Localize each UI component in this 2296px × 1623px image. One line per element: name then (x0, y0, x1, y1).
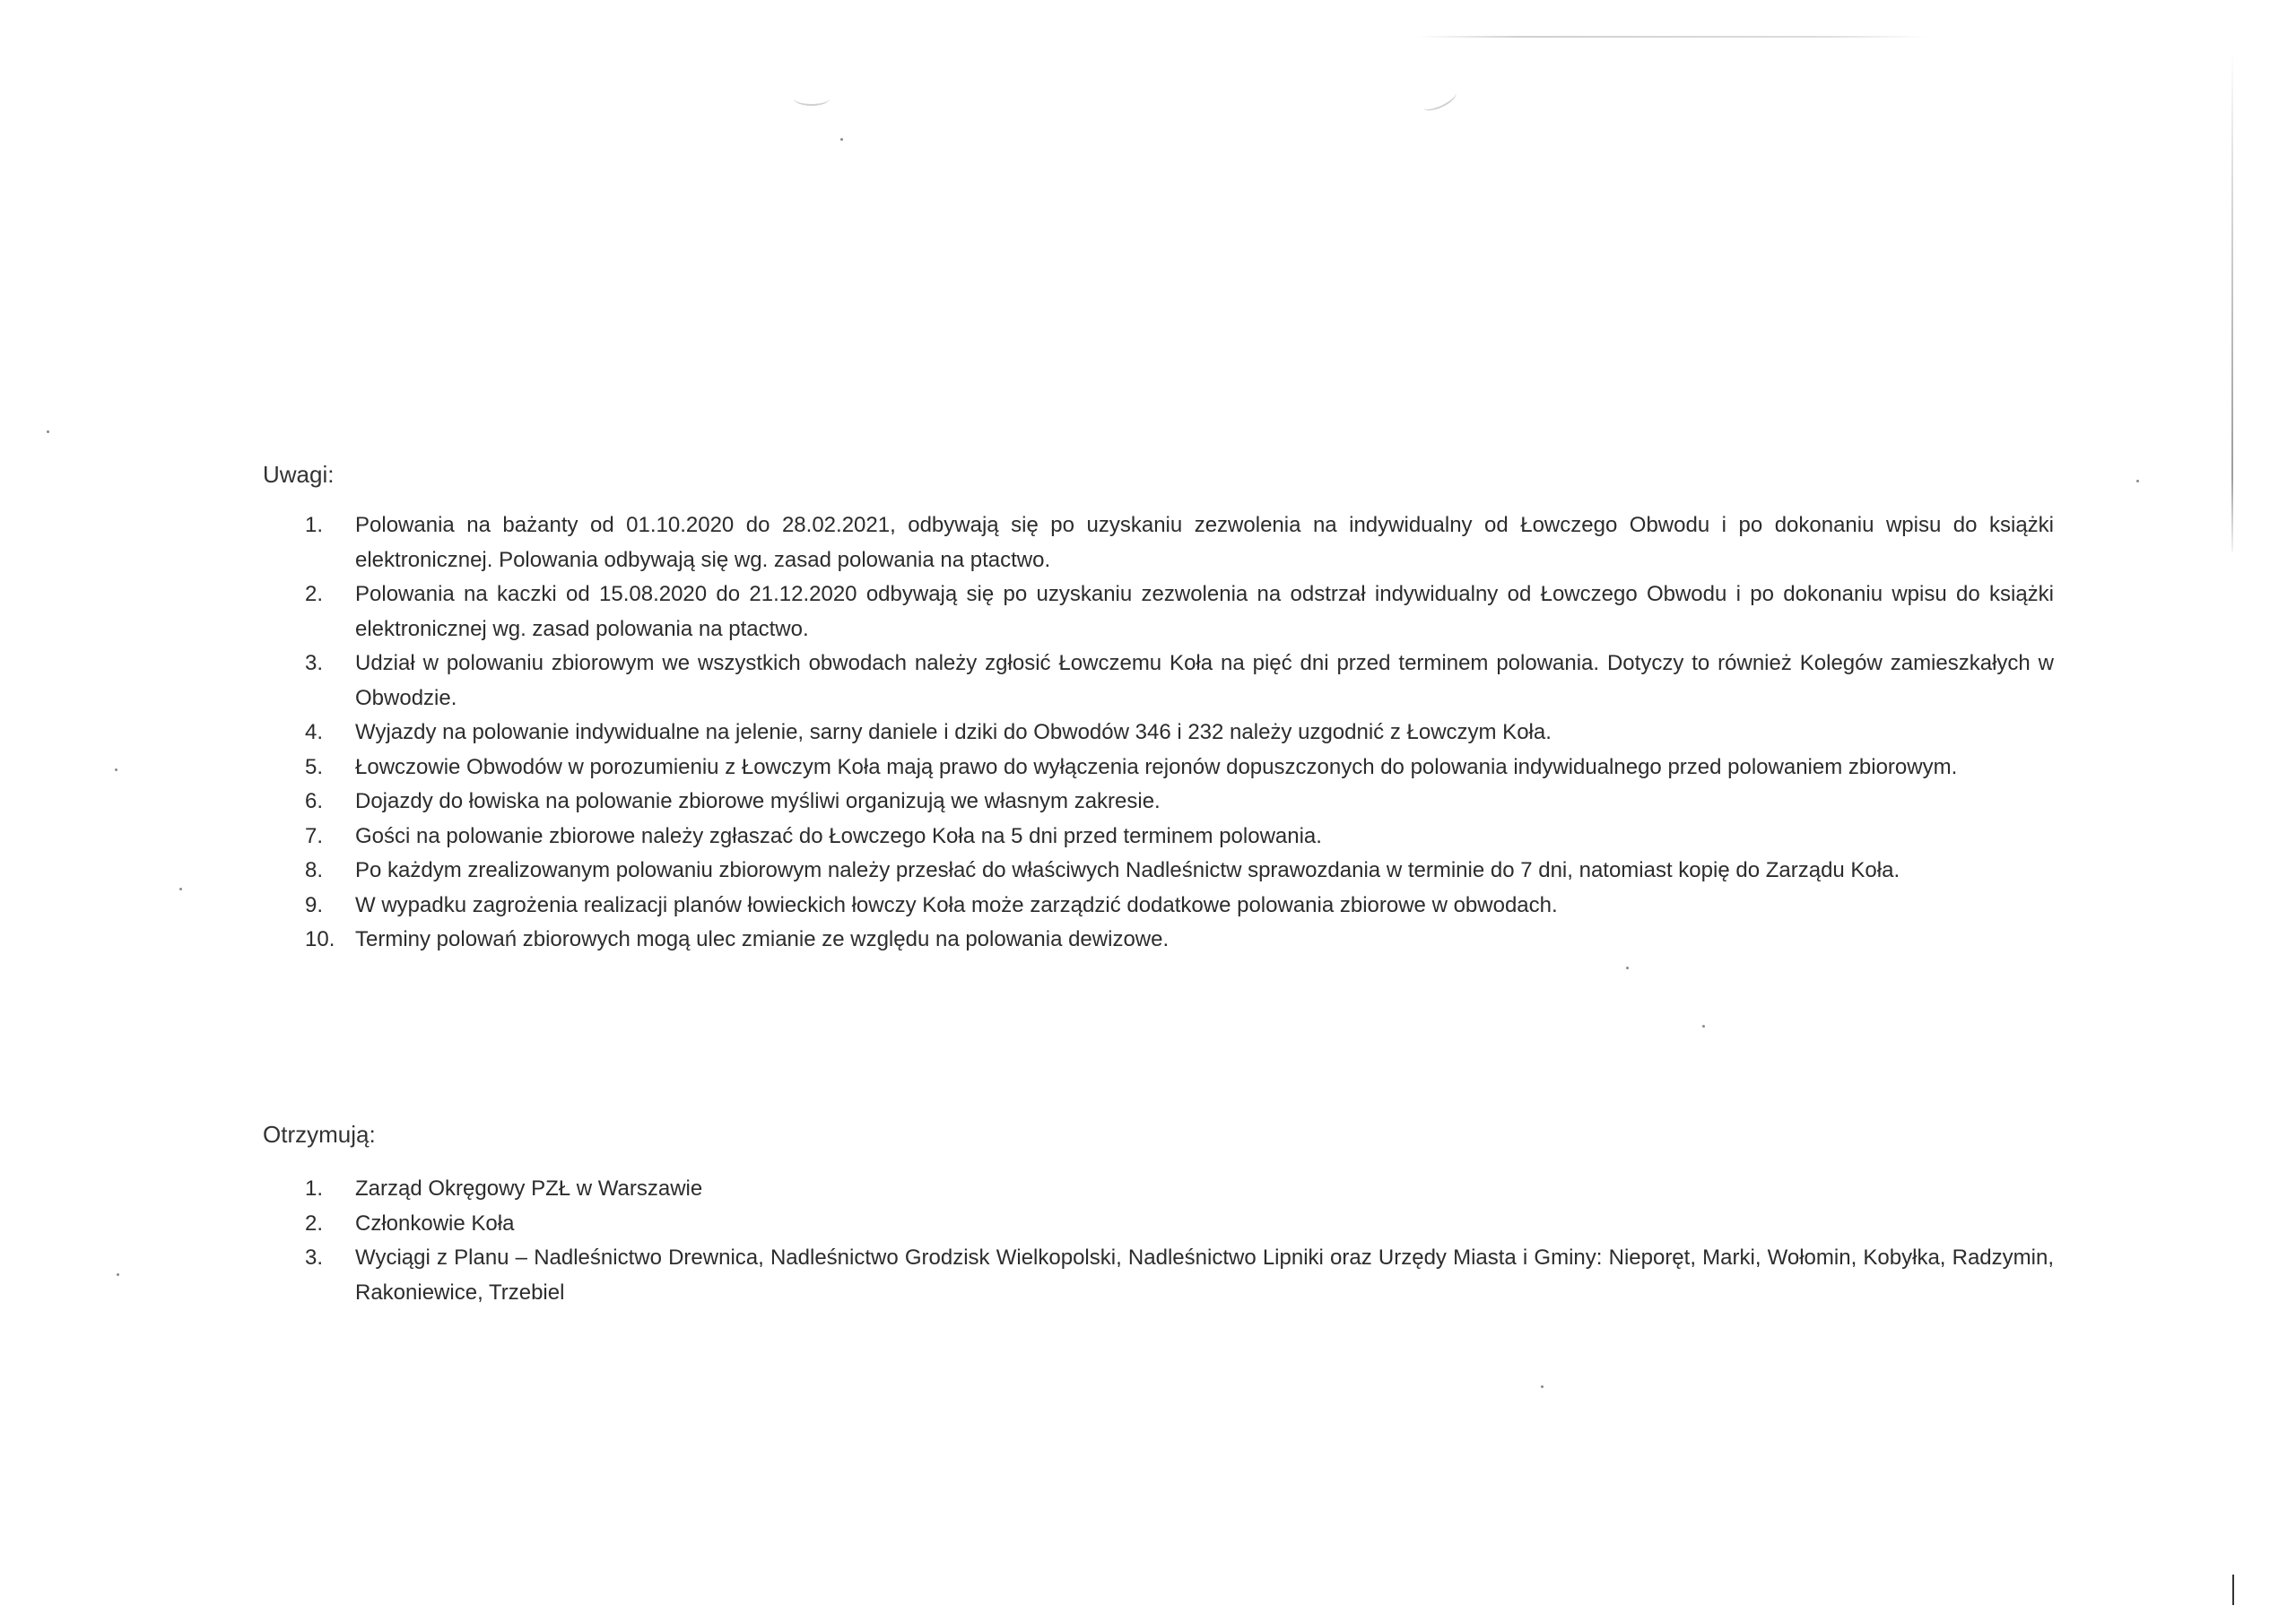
scan-speck (2136, 480, 2139, 482)
list-item-text: Wyjazdy na polowanie indywidualne na jelenie, sarny daniele i dziki do Obwodów 346 i 232 należy uzgodnić z Łowczym Koła. (355, 720, 1552, 744)
notes-list-item (305, 820, 2054, 855)
list-item-text: Gości na polowanie zbiorowe należy zgłaszać do Łowczego Koła na 5 dni przed terminem polowania. (355, 823, 1322, 848)
list-item-text: Po każdym zrealizowanym polowaniu zbiorowym należy przesłać do właściwych Nadleśnictw sprawozdania w terminie do 7 dni, natomiast kopię do Zarządu Koła. (355, 858, 1900, 882)
list-item-number: 2. (305, 1211, 324, 1236)
scan-speck (840, 138, 843, 141)
list-item-number: 1. (305, 513, 324, 537)
notes-list-item (305, 508, 2054, 577)
scan-speck (1702, 1025, 1705, 1028)
scan-artifact-right-edge-bottom (2232, 1575, 2234, 1605)
list-item-number: 10. (305, 927, 335, 951)
list-item-number: 7. (305, 823, 324, 848)
list-item-number: 9. (305, 892, 324, 917)
notes-list-item (305, 889, 2054, 924)
list-item-text: Członkowie Koła (355, 1211, 515, 1236)
notes-list-item (305, 854, 2054, 889)
list-item-number: 6. (305, 789, 324, 813)
recipients-heading: Otrzymują: (263, 1121, 376, 1148)
scan-speck (115, 768, 117, 771)
notes-list-item (305, 577, 2054, 647)
notes-heading: Uwagi: (263, 461, 335, 488)
list-item-text: Terminy polowań zbiorowych mogą ulec zmianie ze względu na polowania dewizowe. (355, 927, 1170, 951)
notes-list-item (305, 923, 2054, 958)
list-item-text: W wypadku zagrożenia realizacji planów łowieckich łowczy Koła może zarządzić dodatkowe polowania zbiorowe w obwodach. (355, 892, 1558, 917)
scan-speck (179, 888, 182, 890)
notes-list (305, 508, 2054, 958)
recipients-list-item (305, 1172, 2054, 1207)
scan-artifact-right-edge (2231, 49, 2233, 551)
list-item-text: Udział w polowaniu zbiorowym we wszystkich obwodach należy zgłosić Łowczemu Koła na pięć dni przed terminem polowania. Dotyczy to również Kolegów zamieszkałych w Obwodzie. (355, 651, 2054, 710)
list-item-number: 5. (305, 754, 324, 779)
notes-list-item (305, 751, 2054, 785)
list-item-text: Polowania na kaczki od 15.08.2020 do 21.12.2020 odbywają się po uzyskaniu zezwolenia na odstrzał indywidualny od Łowczego Obwodu i po dokonaniu wpisu do książki elektronicznej wg. zasad polowania na ptactwo. (355, 582, 2054, 641)
list-item-number: 2. (305, 582, 324, 606)
list-item-number: 3. (305, 1245, 324, 1270)
scan-speck (117, 1273, 119, 1276)
list-item-number: 4. (305, 720, 324, 744)
list-item-text: Zarząd Okręgowy PZŁ w Warszawie (355, 1176, 703, 1201)
notes-list-item (305, 647, 2054, 716)
scan-artifact-mark (1420, 86, 1458, 114)
list-item-text: Polowania na bażanty od 01.10.2020 do 28.02.2021, odbywają się po uzyskaniu zezwolenia na indywidualny od Łowczego Obwodu i po dokonaniu wpisu do książki elektronicznej. Polowania odbywają się wg. zasad polowania na ptactwo. (355, 513, 2054, 572)
scan-speck (1626, 967, 1629, 969)
recipients-list-item (305, 1241, 2054, 1310)
scan-speck (47, 430, 49, 433)
list-item-number: 1. (305, 1176, 324, 1201)
list-item-number: 8. (305, 858, 324, 882)
scan-artifact-top-line (1417, 36, 1928, 38)
list-item-number: 3. (305, 651, 324, 675)
scan-speck (1541, 1385, 1544, 1388)
notes-list-item (305, 716, 2054, 751)
scan-artifact-mark (794, 91, 830, 106)
notes-list-item (305, 785, 2054, 820)
list-item-text: Dojazdy do łowiska na polowanie zbiorowe myśliwi organizują we własnym zakresie. (355, 789, 1161, 813)
list-item-text: Łowczowie Obwodów w porozumieniu z Łowczym Koła mają prawo do wyłączenia rejonów dopuszczonych do polowania indywidualnego przed polowaniem zbiorowym. (355, 754, 1958, 779)
recipients-list (305, 1172, 2054, 1310)
list-item-text: Wyciągi z Planu – Nadleśnictwo Drewnica, Nadleśnictwo Grodzisk Wielkopolski, Nadleśnictwo Lipniki oraz Urzędy Miasta i Gminy: Nieporęt, Marki, Wołomin, Kobyłka, Radzymin, Rakoniewice, Trzebiel (355, 1245, 2054, 1305)
recipients-list-item (305, 1207, 2054, 1242)
